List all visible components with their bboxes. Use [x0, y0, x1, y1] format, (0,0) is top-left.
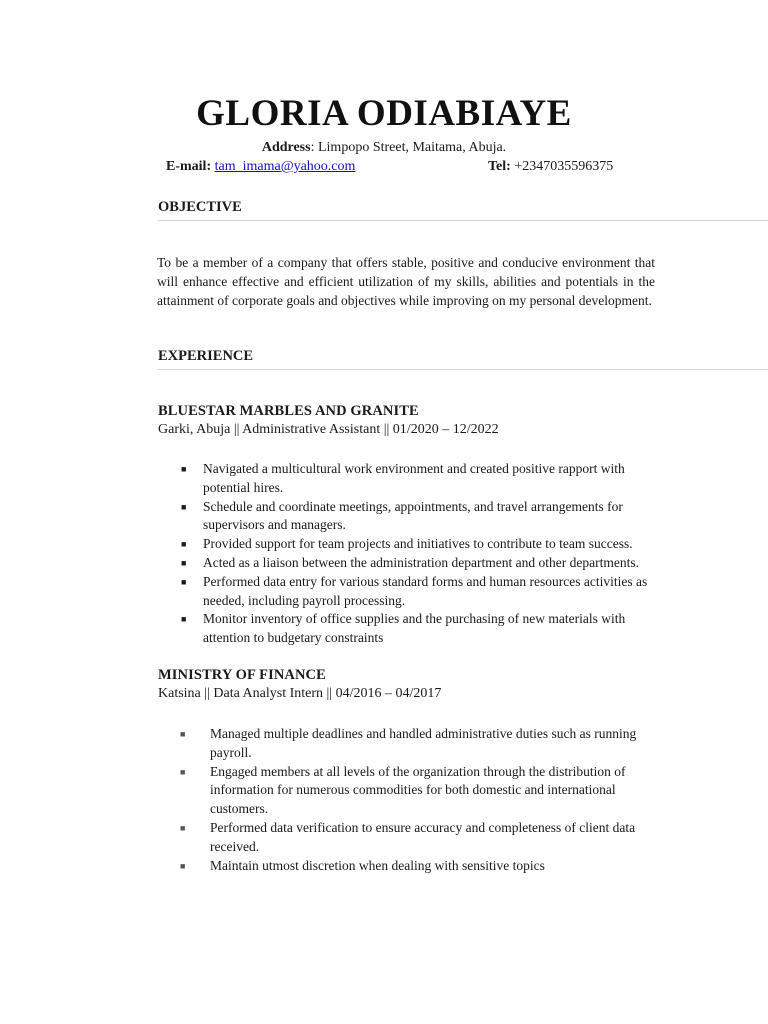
- duty-text: Performed data verification to ensure accuracy and completeness of client data received.: [210, 819, 636, 854]
- bullet-icon: ■: [180, 860, 186, 871]
- bullet-icon: ■: [181, 501, 187, 512]
- email-link[interactable]: tam_imama@yahoo.com: [214, 159, 356, 174]
- tel-label: Tel:: [488, 159, 511, 174]
- duty-text: Performed data entry for various standard forms and human resources activities as needed, including payroll processing.: [203, 573, 648, 608]
- duty-list: [181, 460, 655, 648]
- duty-list: [180, 725, 655, 875]
- tel-line: [488, 159, 613, 175]
- address-line: [0, 140, 768, 156]
- objective-text: To be a member of a company that offers stable, positive and conducive environment that will enhance effective and efficient utilization of my skills, abilities and potentials in the attainment of corporate goals and objectives while improving on my personal development.: [157, 255, 655, 308]
- address-value: : Limpopo Street, Maitama, Abuja.: [310, 140, 507, 155]
- duty-item: [181, 554, 655, 573]
- candidate-name: GLORIA ODIABIAYE: [196, 93, 572, 134]
- tel-value: +2347035596375: [510, 159, 614, 174]
- duty-text: Engaged members at all levels of the organization through the distribution of information for numerous commodities for both domestic and international customers.: [210, 763, 626, 817]
- bullet-icon: ■: [181, 614, 187, 625]
- bullet-icon: ■: [180, 822, 186, 833]
- bullet-icon: ■: [181, 539, 187, 550]
- address-label: Address: [261, 140, 311, 155]
- duty-item: [181, 498, 655, 536]
- duty-item: [181, 460, 655, 498]
- duty-text: Schedule and coordinate meetings, appointments, and travel arrangements for supervisors and managers.: [203, 498, 623, 533]
- duty-item: [181, 535, 655, 554]
- duty-item: [180, 725, 655, 763]
- duty-item: [180, 819, 655, 857]
- objective-heading: OBJECTIVE: [158, 199, 768, 221]
- duty-text: Acted as a liaison between the administration department and other departments.: [203, 554, 639, 570]
- bullet-icon: ■: [181, 557, 187, 568]
- job-company: MINISTRY OF FINANCE: [158, 667, 326, 683]
- bullet-icon: ■: [180, 729, 186, 739]
- experience-heading: EXPERIENCE: [158, 348, 768, 370]
- job-meta: Katsina || Data Analyst Intern || 04/2016 – 04/2017: [158, 686, 442, 701]
- duty-item: [181, 610, 655, 648]
- bullet-icon: ■: [180, 766, 186, 777]
- duty-text: Navigated a multicultural work environment and created positive rapport with potential hires.: [203, 461, 625, 495]
- email-line: [166, 159, 355, 175]
- job-meta: Garki, Abuja || Administrative Assistant || 01/2020 – 12/2022: [158, 422, 499, 437]
- bullet-icon: ■: [181, 576, 187, 587]
- job-company: BLUESTAR MARBLES AND GRANITE: [158, 403, 419, 419]
- duty-text: Provided support for team projects and initiatives to contribute to team success.: [203, 536, 633, 552]
- duty-item: [180, 763, 655, 819]
- duty-text: Maintain utmost discretion when dealing with sensitive topics: [210, 857, 545, 873]
- email-label: E-mail:: [166, 159, 212, 174]
- duty-text: Managed multiple deadlines and handled administrative duties such as running payroll.: [210, 726, 637, 760]
- duty-item: [181, 573, 655, 611]
- bullet-icon: ■: [181, 464, 187, 474]
- duty-item: [180, 857, 655, 876]
- duty-text: Monitor inventory of office supplies and the purchasing of new materials with attention to budgetary constraints: [203, 611, 626, 646]
